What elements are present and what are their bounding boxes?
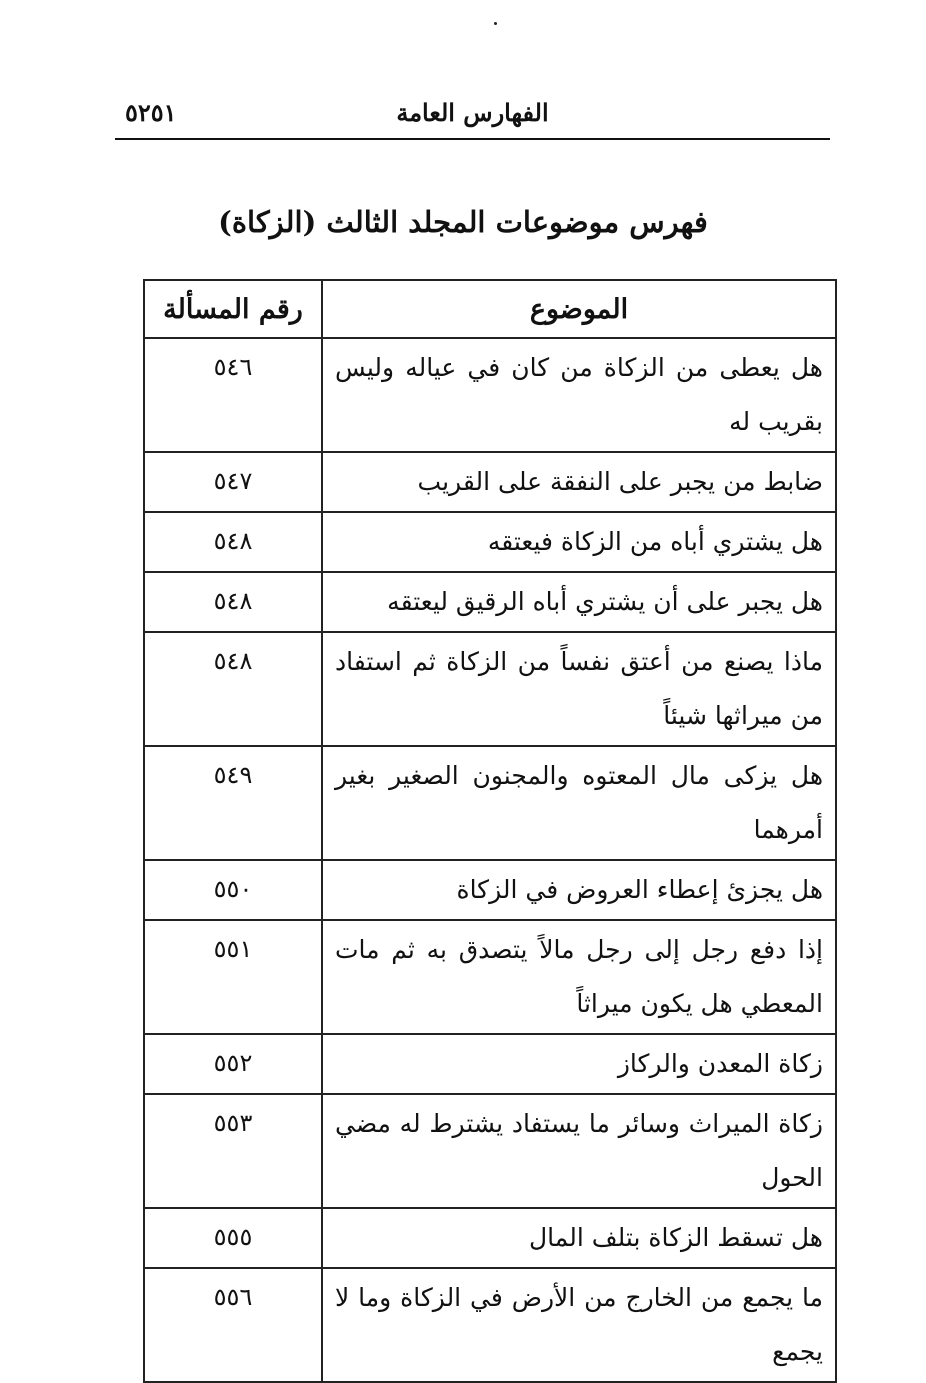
issue-number-cell: ٥٥٢: [144, 1034, 322, 1094]
table-row: [144, 746, 836, 860]
topic-cell: هل يشتري أباه من الزكاة فيعتقه: [322, 512, 836, 572]
topic-cell: ماذا يصنع من أعتق نفساً من الزكاة ثم استفاد من ميراثها شيئاً: [322, 632, 836, 746]
topic-cell: ما يجمع من الخارج من الأرض في الزكاة وما لا يجمع: [322, 1268, 836, 1382]
topic-cell: هل يجبر على أن يشتري أباه الرقيق ليعتقه: [322, 572, 836, 632]
running-head: [115, 88, 830, 138]
header-rule: [115, 138, 830, 140]
issue-number-cell: ٥٤٨: [144, 512, 322, 572]
table-header-row: [144, 280, 836, 338]
topic-cell: هل يجزئ إعطاء العروض في الزكاة: [322, 860, 836, 920]
number-column-header: رقم المسألة: [144, 280, 322, 338]
table-body: [144, 338, 836, 1382]
issue-number-cell: ٥٥٣: [144, 1094, 322, 1208]
table-row: [144, 1208, 836, 1268]
issue-number-cell: ٥٤٧: [144, 452, 322, 512]
issue-number-cell: ٥٤٨: [144, 572, 322, 632]
issue-number-cell: ٥٤٨: [144, 632, 322, 746]
topic-column-header: الموضوع: [322, 280, 836, 338]
issue-number-cell: ٥٥٥: [144, 1208, 322, 1268]
running-title: الفهارس العامة: [396, 98, 549, 127]
issue-number-cell: ٥٤٦: [144, 338, 322, 452]
table-row: [144, 632, 836, 746]
table-row: [144, 860, 836, 920]
issue-number-cell: ٥٥٦: [144, 1268, 322, 1382]
topic-cell: زكاة المعدن والركاز: [322, 1034, 836, 1094]
index-title: فهرس موضوعات المجلد الثالث (الزكاة): [218, 205, 708, 239]
table-row: [144, 572, 836, 632]
topic-cell: إذا دفع رجل إلى رجل مالاً يتصدق به ثم مات المعطي هل يكون ميراثاً: [322, 920, 836, 1034]
topic-cell: هل تسقط الزكاة بتلف المال: [322, 1208, 836, 1268]
page-number: ٥٢٥١: [125, 98, 177, 127]
topic-cell: هل يعطى من الزكاة من كان في عياله وليس بقريب له: [322, 338, 836, 452]
topic-cell: زكاة الميراث وسائر ما يستفاد يشترط له مضي الحول: [322, 1094, 836, 1208]
topic-cell: هل يزكى مال المعتوه والمجنون الصغير بغير أمرهما: [322, 746, 836, 860]
issue-number-cell: ٥٥١: [144, 920, 322, 1034]
issue-number-cell: ٥٤٩: [144, 746, 322, 860]
issue-number-cell: ٥٥٠: [144, 860, 322, 920]
table-row: [144, 1094, 836, 1208]
table-row: [144, 1268, 836, 1382]
table-row: [144, 452, 836, 512]
topics-index-table: [143, 279, 837, 1383]
table-row: [144, 920, 836, 1034]
table-row: [144, 512, 836, 572]
page-speck: [494, 22, 497, 25]
topic-cell: ضابط من يجبر على النفقة على القريب: [322, 452, 836, 512]
table-row: [144, 338, 836, 452]
table-row: [144, 1034, 836, 1094]
